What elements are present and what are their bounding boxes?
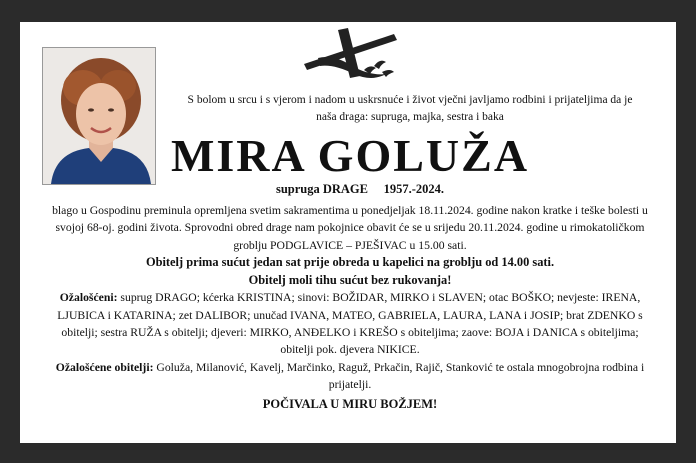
condolence-notice: Obitelj prima sućut jedan sat prije obreda u kapelici na groblju od 14.00 sati. xyxy=(145,255,555,270)
subtitle-text: supruga DRAGE 1957.-2024. xyxy=(275,182,445,196)
intro-text: S bolom u srcu i s vjerom i nadom u uskrsnuće i život vječni javljamo rodbini i prijateljima da je naša draga: supruga, majka, sestra i baka xyxy=(187,94,633,123)
closing-line: POČIVALA U MIRU BOŽJEM! xyxy=(262,396,438,411)
details-paragraph: blago u Gospodinu preminula opremljena svetim sakramentima u ponedjeljak 18.11.2024. godine nakon kratke i teške bolesti u svojoj 68-oj. godini života. Sprovodni obred drage nam pokojnice obavit će se u srijedu 20.11.2024. godine u rimokatoličkom groblju PODGLAVICE – PJEŠIVAC u 15.00 sati. xyxy=(52,204,648,252)
obituary-notice xyxy=(20,22,676,443)
families-paragraph xyxy=(50,359,650,394)
subtitle-years xyxy=(170,182,550,197)
portrait-photo xyxy=(42,47,156,185)
families-text: Goluža, Milanović, Kavelj, Marčinko, Raguž, Prkačin, Rajič, Stanković te ostala mnogobrojna rodbina i prijatelji. xyxy=(156,360,645,392)
mourners-label: Ožalošćeni: xyxy=(59,291,118,305)
families-label: Ožalošćene obitelji: xyxy=(55,360,154,374)
cross-icon xyxy=(294,26,404,84)
mourners-text: suprug DRAGO; kćerka KRISTINA; sinovi: BOŽIDAR, MIRKO i SLAVEN; otac BOŠKO; nevjeste: IRENA, LJUBICA i KATARINA; zet DALIBOR; unučad IVANA, MATEO, GABRIELA, LAURA, LANA i JOSIP; brat ZDENKO s obitelji; sestra RUŽA s obitelji; djeveri: MIRKO, ANĐELKO i KREŠO s obiteljima; zaove: BOJA i DANICA s obiteljima; obitelji pok. djevera NIKICE. xyxy=(57,291,643,357)
notice-body xyxy=(50,202,650,413)
deceased-name: MIRA GOLUŽA xyxy=(170,130,530,181)
handshake-notice: Obitelj moli tihu sućut bez rukovanja! xyxy=(248,272,452,287)
mourners-paragraph xyxy=(50,289,650,359)
